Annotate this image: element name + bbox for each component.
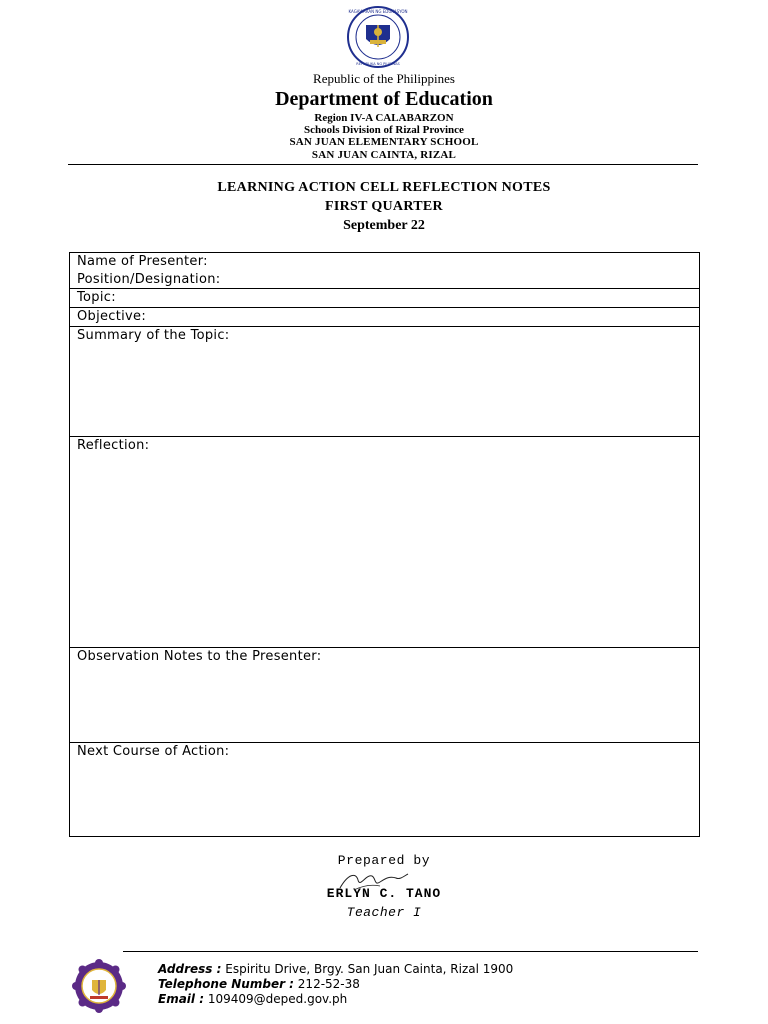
address-label: Address :: [158, 962, 222, 976]
school-line: SAN JUAN ELEMENTARY SCHOOL: [289, 136, 479, 148]
date-title: September 22: [343, 218, 425, 233]
signatory-role: Teacher I: [346, 905, 422, 920]
phone-value: 212-52-38: [293, 977, 360, 991]
region-line: Region IV-A CALABARZON: [314, 112, 454, 124]
footer-phone: [158, 977, 360, 991]
footer-divider: [123, 951, 698, 952]
form-row-objective: [70, 308, 699, 327]
footer-address: [158, 962, 513, 976]
seal-top-text: KAGAWARAN NG EDUKASYON: [348, 9, 408, 14]
field-label-reflection: Reflection:: [77, 438, 150, 453]
department-title: Department of Education: [275, 88, 493, 110]
field-label-next-action: Next Course of Action:: [77, 744, 230, 759]
field-label-objective: Objective:: [77, 309, 147, 324]
seal-bottom-text: REPUBLIKA NG PILIPINAS: [356, 62, 400, 66]
footer-email: [158, 992, 347, 1006]
quarter-title: FIRST QUARTER: [325, 199, 443, 214]
form-row-summary: [70, 327, 699, 437]
field-label-presenter: Name of Presenter:: [77, 254, 208, 269]
deped-seal-icon: [342, 5, 414, 69]
school-logo-icon: [68, 958, 130, 1014]
signatory-name: ERLYN C. TANO: [326, 886, 442, 901]
field-label-summary: Summary of the Topic:: [77, 328, 230, 343]
division-line: Schools Division of Rizal Province: [304, 124, 464, 136]
reflection-form: [69, 252, 700, 837]
phone-label: Telephone Number :: [158, 977, 294, 991]
location-line: SAN JUAN CAINTA, RIZAL: [311, 149, 457, 161]
form-row-reflection: [70, 437, 699, 648]
form-row-next-action: [70, 743, 699, 836]
prepared-by-label: Prepared by: [337, 853, 431, 868]
header-divider: [68, 164, 698, 165]
email-label: Email :: [158, 992, 205, 1006]
field-label-position: Position/Designation:: [77, 272, 221, 287]
signature-icon: [336, 868, 410, 894]
field-label-topic: Topic:: [77, 290, 116, 305]
document-title: LEARNING ACTION CELL REFLECTION NOTES: [217, 180, 551, 195]
form-row-observation: [70, 648, 699, 743]
form-row-presenter: [70, 253, 699, 289]
republic-line: Republic of the Philippines: [313, 71, 455, 86]
form-row-topic: [70, 289, 699, 308]
email-value: 109409@deped.gov.ph: [204, 992, 348, 1006]
address-value: Espiritu Drive, Brgy. San Juan Cainta, Rizal 1900: [221, 962, 514, 976]
field-label-observation: Observation Notes to the Presenter:: [77, 649, 322, 664]
